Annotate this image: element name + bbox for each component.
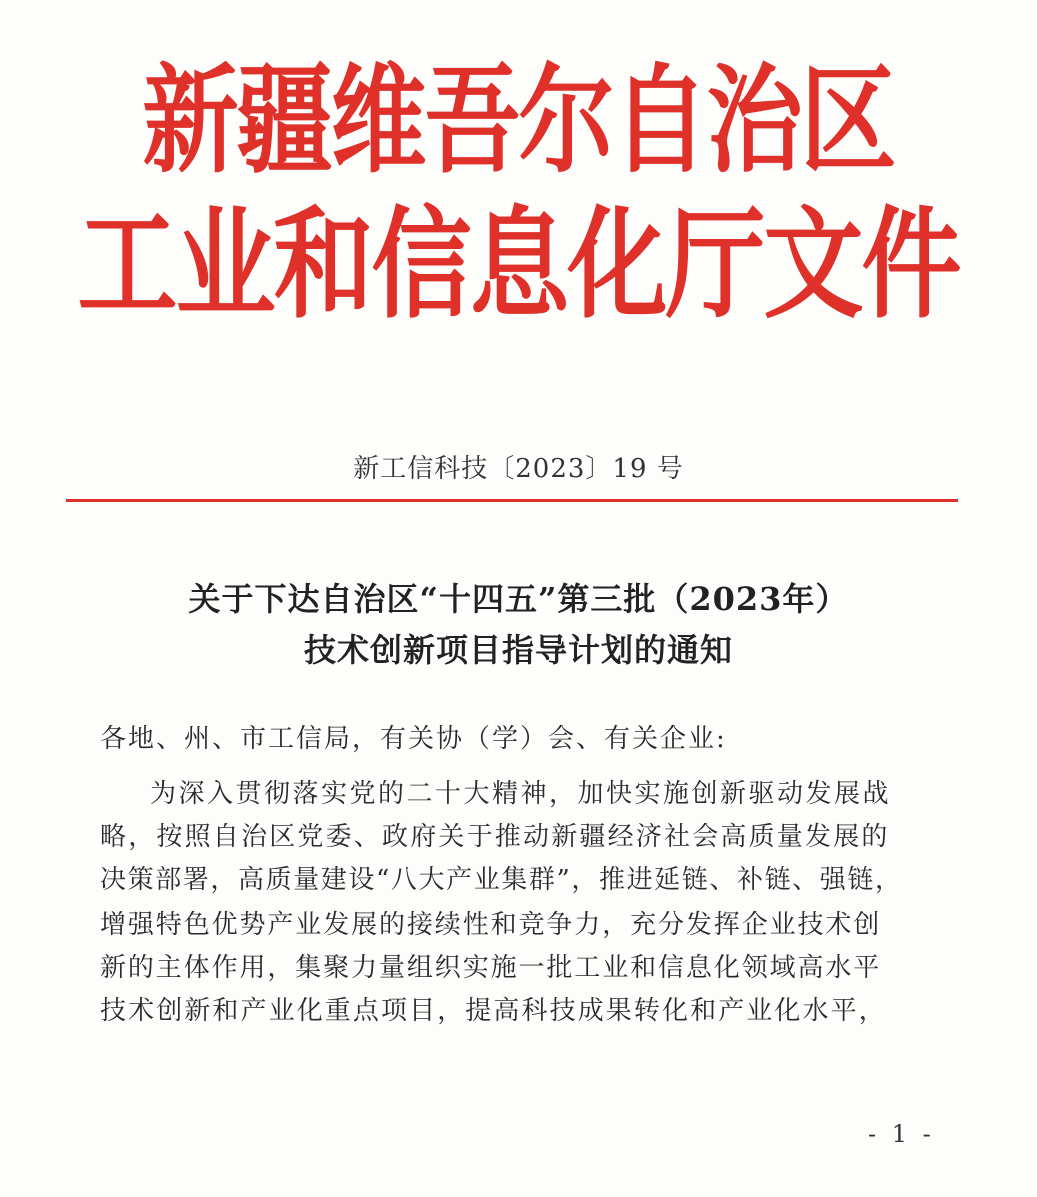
paragraph-line: 为深入贯彻落实党的二十大精神，加快实施创新驱动发展战 <box>150 779 892 809</box>
paragraph-line: 技术创新和产业化重点项目，提高科技成果转化和产业化水平， <box>100 996 887 1026</box>
masthead-issuer-department: 工业和信息化厅文件 <box>77 194 960 335</box>
document-number: 新工信科技〔2023〕19 号 <box>353 454 684 484</box>
paragraph-line: 新的主体作用，集聚力量组织实施一批工业和信息化领域高水平 <box>100 953 882 983</box>
document-title-line-1: 关于下达自治区“十四五”第三批（2023年） <box>188 580 849 618</box>
red-divider-rule <box>66 499 958 502</box>
masthead-issuer-region: 新疆维吾尔自治区 <box>142 52 895 189</box>
paragraph-line: 略，按照自治区党委、政府关于推动新疆经济社会高质量发展的 <box>100 822 890 852</box>
salutation: 各地、州、市工信局，有关协（学）会、有关企业: <box>100 724 727 754</box>
page-number: - 1 - <box>868 1120 935 1148</box>
document-title-line-2: 技术创新项目指导计划的通知 <box>303 631 733 669</box>
paragraph-line: 增强特色优势产业发展的接续性和竞争力，充分发挥企业技术创 <box>100 910 882 940</box>
paragraph-line: 决策部署，高质量建设“八大产业集群”，推进延链、补链、强链， <box>100 865 903 895</box>
